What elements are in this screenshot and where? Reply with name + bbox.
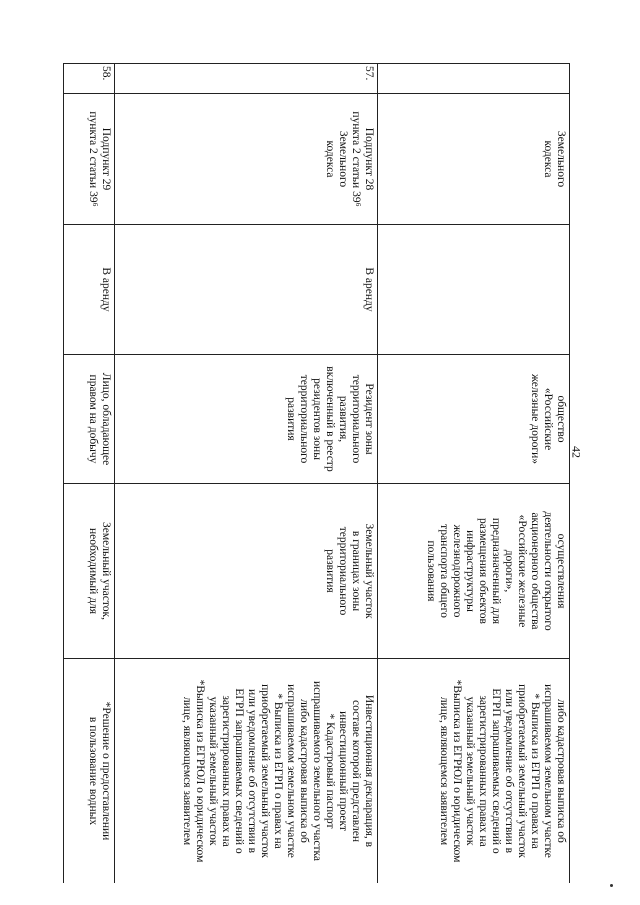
documents-line: испрашиваемом земельном участке xyxy=(285,684,297,858)
documents-line: либо кадастровая выписка об xyxy=(555,699,567,843)
table-row xyxy=(64,64,115,884)
legal-basis-line: Подпункт 29 xyxy=(100,127,112,191)
applicant-line: железные дороги» xyxy=(529,373,541,464)
land-plot-line: железнодорожного xyxy=(451,524,463,618)
table-row xyxy=(378,64,570,884)
land-plot-line: территориального xyxy=(337,526,349,616)
documents-line: инвестиционный проект xyxy=(337,711,349,831)
land-plot-line: необходимый для xyxy=(87,527,99,615)
right-type-cell xyxy=(64,225,115,355)
documents-line: Инвестиционная декларация, в xyxy=(363,694,375,848)
legal-basis-line: Подпункт 28 xyxy=(363,127,375,191)
documents-line: * Выписка из ЕГРП о правах на xyxy=(272,693,284,849)
land-plot-line: «Российские железные xyxy=(516,514,528,628)
row-number-cell: 58. xyxy=(64,64,115,94)
documents-cell xyxy=(64,659,115,884)
documents-line: лице, являющемся заявителем xyxy=(181,696,193,846)
documents-line: составе которой представлен xyxy=(350,700,362,842)
documents-line: ЕГРП запрашиваемых сведений о xyxy=(490,688,502,854)
table-row xyxy=(115,64,378,884)
documents-line: лице, являющемся заявителем xyxy=(438,696,450,846)
applicant-line: резидентов зоны xyxy=(311,378,323,460)
documents-line: * Выписка из ЕГРП о правах на xyxy=(529,693,541,849)
documents-line: ЕГРП запрашиваемых сведений о xyxy=(233,688,245,854)
legal-basis-line: Земельного xyxy=(337,130,349,188)
land-plot-line: развития xyxy=(324,549,336,593)
land-plot-line: в границах зоны xyxy=(350,530,362,612)
applicant-cell xyxy=(378,355,570,484)
applicant-line: правом на добычу xyxy=(87,374,99,464)
land-plot-line: инфраструктуры xyxy=(464,530,476,612)
documents-line: испрашиваемом земельном участке xyxy=(542,684,554,858)
land-plot-line: осуществления xyxy=(555,533,567,609)
applicant-cell xyxy=(64,355,115,484)
applicant-line: территориального xyxy=(350,374,362,464)
applicant-line: Лицо, обладающее xyxy=(100,372,112,466)
row-number-cell xyxy=(378,64,570,94)
land-plot-line: предназначенный для xyxy=(490,517,502,625)
applicant-line: Резидент зоны xyxy=(363,383,375,455)
land-plot-cell xyxy=(64,484,115,659)
documents-cell xyxy=(115,659,378,884)
documents-line: или уведомление об отсутствии в xyxy=(246,688,258,854)
applicant-cell xyxy=(115,355,378,484)
rotated-page-content xyxy=(60,63,570,883)
documents-line: *Решение о предоставлении xyxy=(100,701,112,841)
document-table-area xyxy=(60,63,570,883)
applicant-line: включенный в реестр xyxy=(324,366,336,472)
right-type-cell xyxy=(378,225,570,355)
page-number: 42 xyxy=(569,446,584,458)
documents-line: * Кадастровый паспорт xyxy=(324,713,336,829)
applicant-line: развития, xyxy=(337,395,349,443)
legal-basis-line: пункта 2 статьи 39⁶ xyxy=(87,111,99,207)
land-plot-table xyxy=(63,63,570,883)
applicant-line: территориального xyxy=(298,374,310,464)
row-number-cell: 57. xyxy=(115,64,378,94)
documents-line: *Выписка из ЕГРЮЛ о юридическом xyxy=(194,679,206,863)
legal-basis-line: кодекса xyxy=(542,140,554,178)
documents-line: приобретаемый земельный участок xyxy=(259,684,271,858)
right-type-cell xyxy=(115,225,378,355)
legal-basis-line: пункта 2 статьи 39⁶ xyxy=(350,111,362,207)
documents-line: испрашиваемого земельного участка xyxy=(311,680,323,862)
land-plot-line: дороги», xyxy=(503,549,515,593)
land-plot-line: акционерного общества xyxy=(529,512,541,630)
legal-basis-cell xyxy=(378,94,570,225)
land-plot-cell xyxy=(378,484,570,659)
legal-basis-line: кодекса xyxy=(324,140,336,178)
right-type-line: В аренду xyxy=(363,267,375,312)
documents-cell xyxy=(378,659,570,884)
land-plot-line: пользования xyxy=(425,540,437,602)
land-plot-line: Земельный участок xyxy=(363,523,375,619)
documents-line: или уведомление об отсутствии в xyxy=(503,688,515,854)
documents-line: зарегистрированных правах на xyxy=(220,695,232,847)
land-plot-line: деятельности открытого xyxy=(542,511,554,631)
applicant-line: общество xyxy=(555,395,567,443)
applicant-line: «Российские xyxy=(542,387,554,451)
right-type-line: В аренду xyxy=(100,267,112,312)
land-plot-line: размещения объектов xyxy=(477,518,489,624)
documents-line: *Выписка из ЕГРЮЛ о юридическом xyxy=(451,679,463,863)
scan-dot-mark xyxy=(610,884,613,887)
documents-line: зарегистрированных правах на xyxy=(477,695,489,847)
applicant-line: развития xyxy=(285,397,297,441)
documents-line: либо кадастровая выписка об xyxy=(298,699,310,843)
land-plot-line: транспорта общего xyxy=(438,524,450,618)
legal-basis-cell xyxy=(64,94,115,225)
documents-line: указанный земельный участок xyxy=(207,696,219,846)
legal-basis-line: Земельного xyxy=(555,130,567,188)
legal-basis-cell xyxy=(115,94,378,225)
documents-line: указанный земельный участок xyxy=(464,696,476,846)
documents-line: приобретаемый земельный участок xyxy=(516,684,528,858)
land-plot-cell xyxy=(115,484,378,659)
land-plot-line: Земельный участок, xyxy=(100,522,112,620)
documents-line: в пользование водных xyxy=(87,716,99,826)
